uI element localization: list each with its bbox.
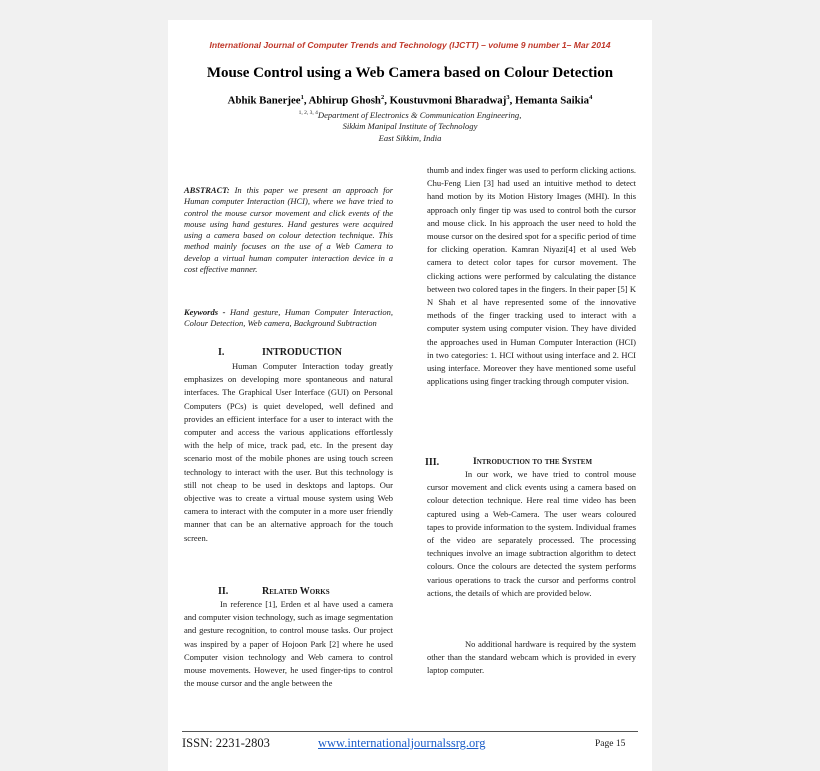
footer-issn: ISSN: 2231-2803 (182, 736, 270, 750)
author-name: Koustuvmoni Bharadwaj (389, 94, 507, 107)
footer-page-number: Page 15 (595, 739, 626, 749)
affiliation (168, 108, 652, 144)
section-number: III. (425, 457, 440, 468)
author-sup: 3 (506, 94, 510, 101)
author-name: Hemanta Saikia (514, 94, 590, 107)
author-sup: 1 (300, 94, 304, 101)
affiliation-line: Sikkim Manipal Institute of Technology (342, 121, 478, 132)
author-list: Abhik Banerjee$^1$, Abhirup Ghosh$^2$, Koustuvmoni Bharadwaj$^3$, Hemanta Saikia$^4$ (227, 94, 593, 107)
section-title: INTRODUCTION (262, 347, 343, 358)
keywords-text: Hand gesture, Human Computer Interaction, Colour Detection, Web camera, Background Subtraction (184, 307, 393, 329)
abstract (184, 185, 393, 275)
abstract-label: ABSTRACT: (184, 185, 230, 195)
paper-page (168, 20, 652, 771)
keywords (184, 307, 393, 330)
related-body: In reference [1], Erden et al have used a camera and computer vision technology, such as image segmentation and gesture recognition, to control mouse tasks. Our project was inspired by a paper of Hojoon Park [2] where he used Computer vision technology and Web camera to control mouse movements. However, he used finger-tips to control the mouse cursor and the angle between the (184, 599, 393, 689)
author-name: Abhirup Ghosh (308, 94, 381, 107)
abstract-text: In this paper we present an approach for Human computer Interaction (HCI), where we have tried to control the mouse cursor movement and click events of the mouse using hand gestures. Hand gestures were acquired using a camera based on colour detection technique. This method mainly focuses on the use of a Web Camera to develop a virtual human computer interaction device in a cost effective manner. (184, 185, 394, 275)
affiliation-sup: 1, 2, 3, 4 (298, 110, 318, 116)
keywords-label: Keywords - (184, 307, 226, 317)
section-number: II. (218, 586, 229, 597)
author-name: Abhik Banerjee (227, 94, 301, 107)
right-column-top: thumb and index finger was used to perform clicking actions. Chu-Feng Lien [3] had used an intuitive method to detect hand motion by its Motion History Images (MHI). In this approach only finger tip was used to control both the cursor and mouse click. In his approach the user need to hold the mouse cursor on the desired spot for a specific period of time for clicking operation. Kamran Niyazi[4] et al used Web camera to detect color tapes for cursor movement. The clicking actions were performed by calculating the distance between two colored tapes in the fingers. In their paper [5] K N Shah et al have represented some of the innovative methods of the finger tracking used to interact with a computer system using computer vision. They have divided the approaches used in Human Computer Interaction (HCI) in two categories: 1. HCI without using interface and 2. HCI using interface. Moreover they have mentioned some useful applications using finger tracking through computer vision. (427, 165, 636, 387)
footer-rule (182, 731, 638, 732)
footer-url-link[interactable]: www.internationaljournalssrg.org (318, 736, 486, 750)
author-sup: 4 (589, 94, 593, 101)
paper-title: Mouse Control using a Web Camera based on Colour Detection (206, 65, 614, 81)
section-title: Related Works (262, 586, 330, 597)
affiliation-line: East Sikkim, India (378, 132, 442, 143)
system-body-2: No additional hardware is required by the system other than the standard webcam which is provided in every laptop computer. (427, 639, 636, 676)
intro-body: Human Computer Interaction today greatly emphasizes on developing more spontaneous and natural interfaces. The Graphical User Interface (GUI) on Personal Computers (PCs) is quiet developed, well defined and provides an efficient interface for a user to interact with the computer and access the various applications effortlessly with the help of mice, track pad, etc. In the present day scenario most of the mobile phones are using touch screen technology to interact with the user. But this technology is still not cheap to be used in desktops and laptops. Our objective was to create a virtual mouse system using Web camera to interact with the computer in a more user friendly manner that can be an alternative approach for the touch screen. (184, 361, 393, 543)
affiliation-line: $^{1, 2, 3, 4}$Department of Electronics & Communication Engineering, (298, 109, 522, 120)
section-number: I. (218, 347, 225, 358)
author-sup: 2 (380, 94, 385, 101)
system-body: In our work, we have tried to control mouse cursor movement and click events using a camera based on colour detection technique. Here real time video has been captured using a Web-Camera. The user wears coloured tapes to provide information to the system. Individual frames of the video are separately processed. The processing techniques involve an image subtraction algorithm to detect colours. Once the colours are detected the system performs various operations to track the cursor and performs control actions, the details of which are provided below. (427, 469, 636, 598)
journal-header: International Journal of Computer Trends and Technology (IJCTT) – volume 9 number 1– Mar 2014 (209, 40, 611, 50)
section-title: Introduction to the System (473, 457, 593, 467)
